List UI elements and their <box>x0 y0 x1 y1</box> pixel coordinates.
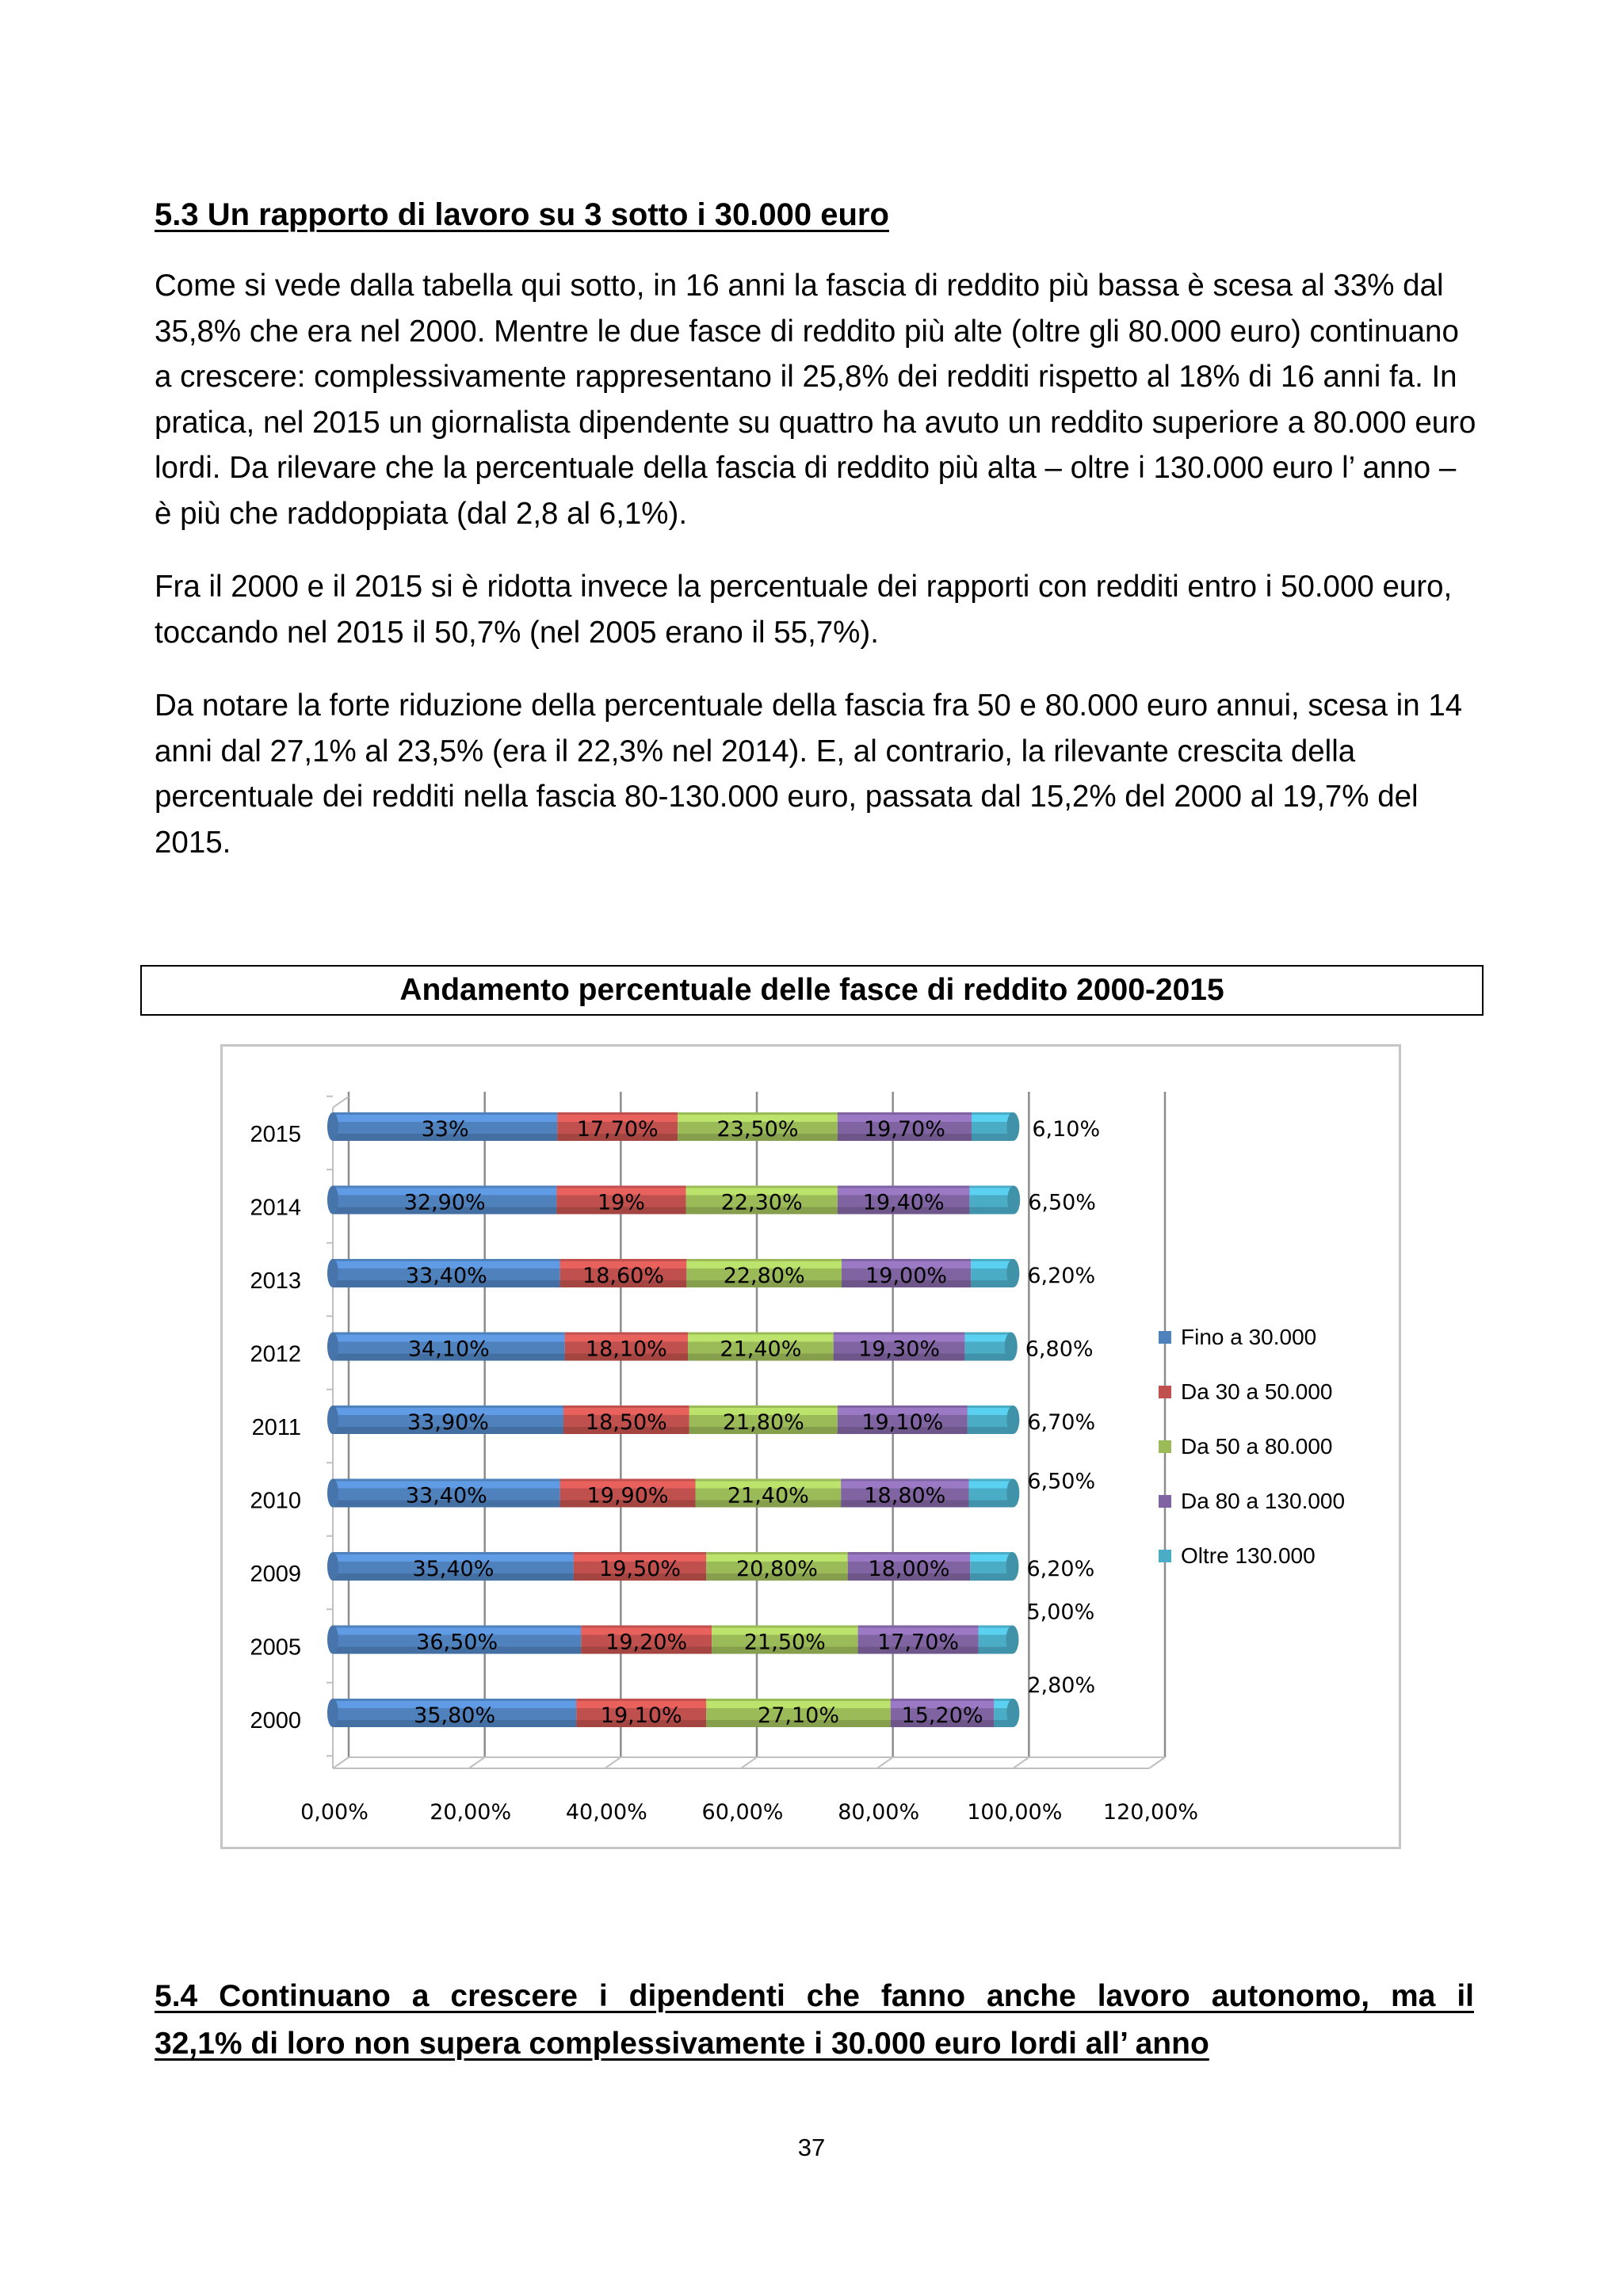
bar-start-cap <box>327 1479 338 1508</box>
bar-segment-highlight <box>964 1335 1010 1342</box>
paragraph-2: Fra il 2000 e il 2015 si è ridotta invece la percentuale dei rapporti con redditi entro i 50.000 euro, toccando nel 2015 il 50,7% (nel 2005 erano il 55,7%). <box>155 570 1453 650</box>
legend-label: Fino a 30.000 <box>1181 1325 1317 1349</box>
x-tick-label: 120,00% <box>1102 1800 1199 1825</box>
data-label: 19,40% <box>862 1190 945 1215</box>
bar-start-cap <box>327 1699 338 1727</box>
legend-swatch-80-130000 <box>1159 1495 1171 1508</box>
data-label: 21,40% <box>727 1483 809 1508</box>
floor-tick <box>1013 1757 1029 1768</box>
bar-segment-highlight <box>970 1554 1012 1562</box>
data-label: 15,20% <box>901 1703 983 1728</box>
data-label: 18,50% <box>585 1410 667 1435</box>
floor-tick <box>333 1757 349 1768</box>
data-label: 6,70% <box>1027 1410 1096 1435</box>
bar-start-cap <box>327 1626 338 1654</box>
bar-segment-shade <box>968 1427 1014 1434</box>
category-label: 2014 <box>250 1195 301 1221</box>
data-label: 18,60% <box>582 1264 664 1288</box>
bar-start-cap <box>327 1186 338 1215</box>
chart-title-box: Andamento percentuale delle fasce di reddito 2000-2015 <box>140 965 1484 1016</box>
legend-item-30-50000 <box>1159 1376 1365 1408</box>
bar-segment-shade <box>970 1573 1012 1581</box>
bar-segment-highlight <box>968 1408 1014 1415</box>
data-label: 5,00% <box>1026 1600 1095 1625</box>
legend-label: Oltre 130.000 <box>1181 1543 1316 1568</box>
category-label: 2013 <box>250 1268 301 1294</box>
page-number: 37 <box>797 2134 826 2161</box>
data-label: 33% <box>421 1117 469 1142</box>
data-label: 21,50% <box>743 1630 826 1655</box>
data-label: 2,80% <box>1027 1673 1096 1698</box>
x-tick-label: 20,00% <box>430 1800 512 1825</box>
data-label: 33,40% <box>405 1264 487 1288</box>
floor-tick <box>605 1757 621 1768</box>
data-label: 19,50% <box>599 1557 682 1581</box>
category-label: 2012 <box>250 1341 301 1367</box>
bar-segment-shade <box>971 1280 1013 1287</box>
category-label: 2009 <box>250 1562 301 1587</box>
section-5-4-title-line2: 32,1% di loro non supera complessivamente i 30.000 euro lordi all’ anno <box>155 2027 1209 2061</box>
data-label: 22,30% <box>720 1190 803 1215</box>
data-label: 35,80% <box>414 1703 496 1728</box>
data-label: 18,80% <box>864 1483 946 1508</box>
bar-start-cap <box>327 1259 338 1287</box>
side-wall-top <box>333 1097 349 1108</box>
x-tick-label: 60,00% <box>701 1800 784 1825</box>
legend-swatch-oltre-130000 <box>1159 1550 1171 1562</box>
legend-swatch-50-80000 <box>1159 1440 1171 1453</box>
data-label: 19,10% <box>600 1703 682 1728</box>
legend-label: Da 80 a 130.000 <box>1181 1489 1346 1513</box>
legend-item-fino-30000 <box>1159 1322 1365 1353</box>
data-label: 6,80% <box>1025 1337 1094 1362</box>
paragraph-1: Come si vede dalla tabella qui sotto, in 16 anni la fascia di reddito più bassa è scesa al 33% dal 35,8% che era nel 2000. Mentre le due fasce di reddito più alte (oltre gli 80.000 euro) continuano a crescere: complessivamente rappresentano il 25,8% dei redditi rispetto al 18% di 16 anni fa. In pratica, nel 2015 un giornalista dipendente su quattro ha avuto un reddito superiore a 80.000 euro lordi. Da rilevare che la percentuale della fascia di reddito più alta – oltre i 130.000 euro l’ anno – è più che raddoppiata (dal 2,8 al 6,1%). <box>155 269 1476 531</box>
bar-segment-shade <box>969 1207 1014 1215</box>
bar-start-cap <box>327 1405 338 1434</box>
bar-start-cap <box>327 1552 338 1581</box>
category-label: 2011 <box>251 1415 301 1440</box>
bar-start-cap <box>327 1112 338 1141</box>
data-label: 19,10% <box>861 1410 944 1435</box>
floor-tick <box>741 1757 757 1768</box>
data-label: 21,80% <box>722 1410 804 1435</box>
legend-swatch-30-50000 <box>1159 1386 1171 1398</box>
data-label: 34,10% <box>407 1337 490 1362</box>
legend-item-oltre-130000 <box>1159 1540 1365 1572</box>
x-tick-label: 100,00% <box>967 1800 1063 1825</box>
data-label: 19,70% <box>863 1117 945 1142</box>
bar-end-cap <box>1006 1259 1019 1287</box>
data-label: 17,70% <box>576 1117 659 1142</box>
bar-end-cap <box>1006 1552 1018 1581</box>
data-label: 27,10% <box>758 1703 840 1728</box>
data-label: 33,90% <box>407 1410 489 1435</box>
data-label: 19,90% <box>586 1483 669 1508</box>
bar-end-cap <box>1006 1405 1019 1434</box>
data-label: 21,40% <box>720 1337 802 1362</box>
data-label: 19,20% <box>605 1630 688 1655</box>
x-tick-label: 80,00% <box>838 1800 920 1825</box>
data-label: 36,50% <box>416 1630 498 1655</box>
bar-segment-highlight <box>969 1188 1014 1196</box>
x-tick-label: 40,00% <box>565 1800 647 1825</box>
data-label: 35,40% <box>412 1557 495 1581</box>
data-label: 6,50% <box>1028 1190 1096 1215</box>
bar-start-cap <box>327 1333 338 1361</box>
legend-label: Da 50 a 80.000 <box>1181 1434 1333 1459</box>
data-label: 6,10% <box>1032 1117 1101 1142</box>
section-5-3-title: 5.3 Un rapporto di lavoro su 3 sotto i 30.000 euro <box>155 197 889 232</box>
legend-item-50-80000 <box>1159 1431 1365 1463</box>
data-label: 17,70% <box>877 1630 960 1655</box>
bar-end-cap <box>1006 1112 1019 1141</box>
data-label: 19,30% <box>858 1337 941 1362</box>
bar-segment-shade <box>964 1354 1010 1361</box>
bar-segment-shade <box>969 1501 1014 1508</box>
bar-end-cap <box>1006 1479 1019 1508</box>
x-tick-label: 0,00% <box>300 1800 369 1825</box>
bar-end-cap <box>1005 1333 1018 1361</box>
floor-tick <box>1149 1757 1165 1768</box>
category-label: 2000 <box>250 1708 301 1733</box>
bar-end-cap <box>1006 1626 1018 1654</box>
bar-segment-highlight <box>971 1261 1013 1268</box>
bar-segment-highlight <box>972 1115 1013 1122</box>
data-label: 19,00% <box>865 1264 948 1288</box>
data-label: 6,20% <box>1027 1264 1096 1288</box>
data-label: 32,90% <box>403 1190 486 1215</box>
data-label: 6,20% <box>1026 1557 1095 1581</box>
legend-label: Da 30 a 50.000 <box>1181 1379 1333 1404</box>
data-label: 22,80% <box>723 1264 805 1288</box>
data-label: 18,10% <box>585 1337 667 1362</box>
data-label: 33,40% <box>405 1483 487 1508</box>
data-label: 18,00% <box>868 1557 950 1581</box>
bar-end-cap <box>1007 1186 1020 1215</box>
data-label: 19% <box>597 1190 645 1215</box>
category-label: 2010 <box>250 1488 301 1514</box>
category-label: 2005 <box>250 1634 301 1661</box>
data-label: 23,50% <box>716 1117 799 1142</box>
bar-segment-highlight <box>969 1482 1014 1489</box>
legend-swatch-fino-30000 <box>1159 1331 1171 1344</box>
section-5-4-title <box>155 1973 1474 2068</box>
data-label: 6,50% <box>1027 1469 1096 1494</box>
category-label: 2015 <box>250 1122 301 1147</box>
data-label: 20,80% <box>736 1557 818 1581</box>
section-5-4-title-line1: 5.4 Continuano a crescere i dipendenti che fanno anche lavoro autonomo, ma il <box>155 1979 1474 2013</box>
paragraph-3: Da notare la forte riduzione della percentuale della fascia fra 50 e 80.000 euro annui, scesa in 14 anni dal 27,1% al 23,5% (era il 22,3% nel 2014). E, al contrario, la rilevante crescita della percentuale dei redditi nella fascia 80-130.000 euro, passata dal 15,2% del 2000 al 19,7% del 2015. <box>155 688 1463 860</box>
legend-item-80-130000 <box>1159 1486 1365 1517</box>
floor-tick <box>877 1757 893 1768</box>
bar-segment-shade <box>972 1134 1013 1141</box>
floor-tick <box>469 1757 485 1768</box>
bar-end-cap <box>1006 1699 1019 1727</box>
